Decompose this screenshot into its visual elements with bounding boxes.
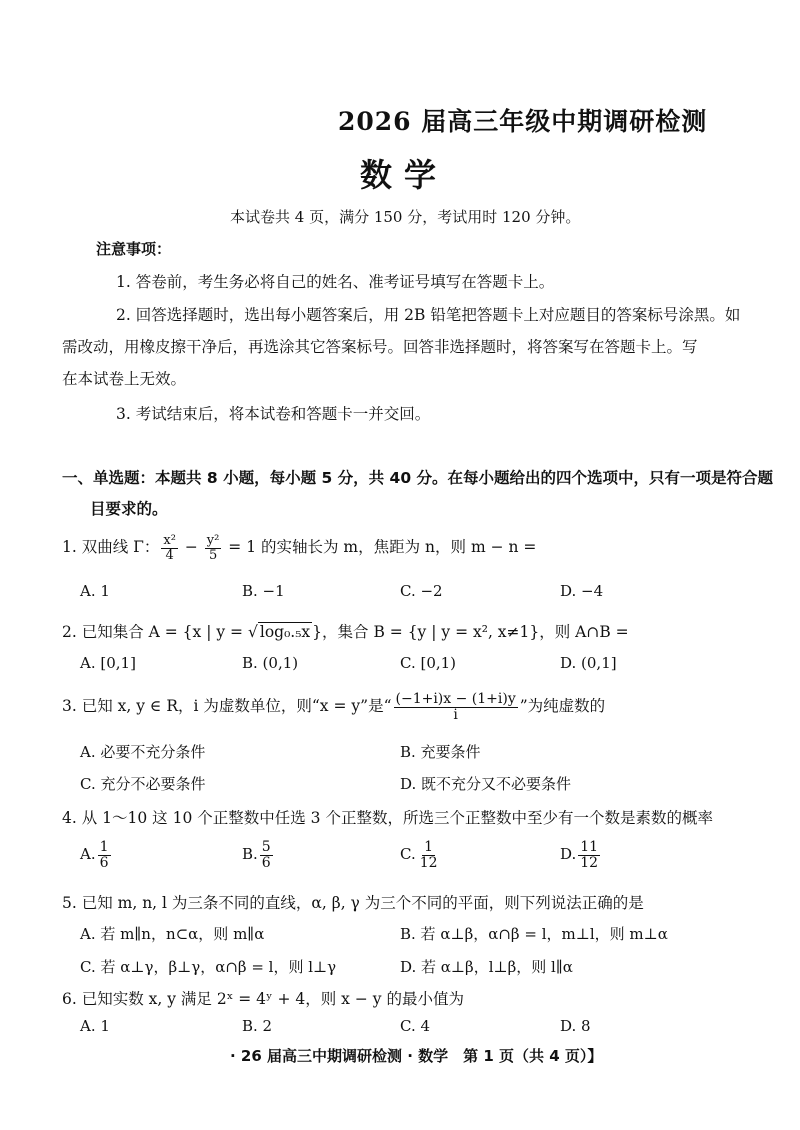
q1-minus: − [179, 538, 203, 557]
notice-item-2-line-2: 需改动，用橡皮擦干净后，再选涂其它答案标号。回答非选择题时，将答案写在答题卡上。写 [62, 338, 698, 356]
q3-option-a: A. 必要不充分条件 [80, 743, 206, 761]
q1-option-a: A. 1 [80, 582, 110, 600]
notice-item-1: 1. 答卷前，考生务必将自己的姓名、准考证号填写在答题卡上。 [116, 273, 555, 291]
notice-item-2-line-1: 2. 回答选择题时，选出每小题答案后，用 2B 铅笔把答题卡上对应题目的答案标号涂黑。如 [116, 306, 741, 324]
q2-option-a: A. [0,1] [80, 654, 136, 672]
q2-suffix: }，集合 B = {y | y = x², x≠1}，则 A∩B = [312, 623, 629, 641]
q1-fraction-1 [161, 534, 178, 562]
exam-title: 2026 届高三年级中期调研检测 [338, 107, 708, 136]
q3-fraction [394, 692, 518, 722]
q5-option-d: D. 若 α⊥β，l⊥β，则 l∥α [400, 958, 573, 976]
q4-a-den: 6 [99, 854, 109, 871]
q4-option-b [242, 840, 275, 870]
q4-b-den: 6 [261, 854, 271, 871]
question-6-stem: 6. 已知实数 x, y 满足 2ˣ = 4ʸ + 4，则 x − y 的最小值为 [62, 990, 464, 1008]
question-1-stem [62, 534, 536, 562]
q4-b-num: 5 [261, 839, 271, 855]
q4-option-d [560, 840, 602, 870]
exam-info: 本试卷共 4 页，满分 150 分，考试用时 120 分钟。 [230, 208, 581, 226]
q3-option-d: D. 既不充分又不必要条件 [400, 775, 572, 793]
q1-f1-num: x² [163, 533, 176, 548]
q4-a-num: 1 [99, 839, 109, 855]
q1-prefix: 1. 双曲线 Γ： [62, 538, 160, 557]
q3-suffix: ”为纯虚数的 [519, 697, 606, 716]
q4-c-label: C. [400, 845, 416, 864]
q2-option-b: B. (0,1) [242, 654, 299, 672]
q1-option-c: C. −2 [400, 582, 443, 600]
q4-b-label: B. [242, 845, 258, 864]
q1-f2-den: 5 [208, 547, 218, 563]
notice-item-3: 3. 考试结束后，将本试卷和答题卡一并交回。 [116, 405, 431, 423]
q3-frac-num: (−1+i)x − (1+i)y [395, 691, 516, 707]
q4-d-den: 12 [580, 854, 599, 871]
section-heading-line-1: 一、单选题：本题共 8 小题，每小题 5 分，共 40 分。在每小题给出的四个选项中，只有一项是符合题 [62, 469, 774, 487]
q3-frac-den: i [453, 706, 458, 723]
q4-a-fraction [98, 840, 111, 870]
q4-a-label: A. [80, 845, 96, 864]
q4-d-fraction [578, 840, 600, 870]
q2-option-d: D. (0,1] [560, 654, 617, 672]
subject-title: 数学 [360, 156, 449, 194]
q4-c-den: 12 [419, 854, 438, 871]
q4-b-fraction [260, 840, 273, 870]
q2-prefix: 2. 已知集合 A = {x | y = [62, 623, 248, 641]
section-heading-line-2: 目要求的。 [90, 500, 168, 518]
q1-option-b: B. −1 [242, 582, 285, 600]
question-3-stem [62, 692, 605, 722]
q4-option-a [80, 840, 113, 870]
q4-c-num: 1 [424, 839, 434, 855]
q4-d-label: D. [560, 845, 577, 864]
q6-option-a: A. 1 [80, 1017, 110, 1035]
question-2-stem [62, 620, 629, 642]
page-footer: · 26 届高三中期调研检测 · 数学 第 1 页（共 4 页）】 [230, 1047, 603, 1065]
sqrt-sign: √ [247, 623, 258, 641]
q5-option-a: A. 若 m∥n，n⊂α，则 m∥α [80, 925, 265, 943]
q2-sqrt-content: log₀.₅x [259, 623, 311, 641]
q1-option-d: D. −4 [560, 582, 604, 600]
q1-f1-den: 4 [165, 547, 174, 563]
q5-option-c: C. 若 α⊥γ，β⊥γ，α∩β = l，则 l⊥γ [80, 958, 337, 976]
q1-suffix: = 1 的实轴长为 m，焦距为 n，则 m − n = [223, 538, 537, 557]
notice-item-2-line-3: 在本试卷上无效。 [62, 370, 187, 388]
q4-d-num: 11 [580, 839, 599, 855]
q5-option-b: B. 若 α⊥β，α∩β = l，m⊥l，则 m⊥α [400, 925, 668, 943]
q1-f2-num: y² [206, 533, 220, 548]
q3-option-c: C. 充分不必要条件 [80, 775, 206, 793]
q4-option-c [400, 840, 442, 870]
q3-prefix: 3. 已知 x, y ∈ R，i 为虚数单位，则“x = y”是“ [62, 697, 392, 716]
q3-option-b: B. 充要条件 [400, 743, 481, 761]
notice-heading: 注意事项： [96, 240, 172, 258]
q2-option-c: C. [0,1) [400, 654, 457, 672]
question-5-stem: 5. 已知 m, n, l 为三条不同的直线，α, β, γ 为三个不同的平面，则下列说法正确的是 [62, 894, 644, 912]
q6-option-d: D. 8 [560, 1017, 591, 1035]
q6-option-c: C. 4 [400, 1017, 431, 1035]
q1-fraction-2 [205, 534, 222, 562]
question-4-stem: 4. 从 1～10 这 10 个正整数中任选 3 个正整数，所选三个正整数中至少有一个数是素数的概率 [62, 809, 713, 827]
q6-option-b: B. 2 [242, 1017, 273, 1035]
q4-c-fraction [418, 840, 440, 870]
